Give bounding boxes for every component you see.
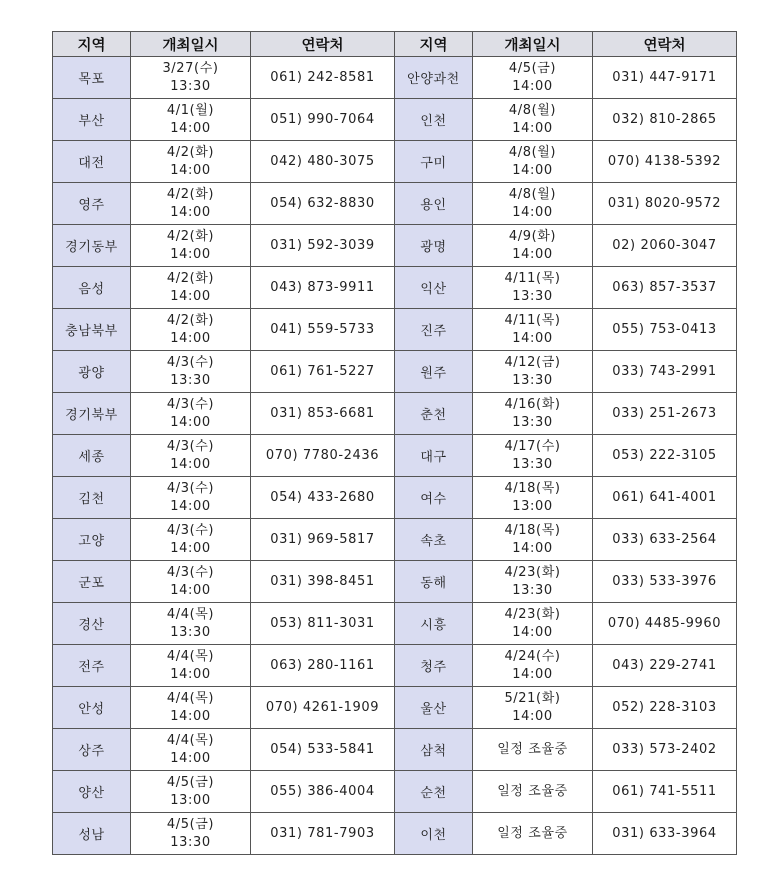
region-cell: 목포 [53,57,131,99]
contact-cell: 043) 873-9911 [251,267,395,309]
region-cell: 청주 [395,645,473,687]
event-date: 4/11(목) [504,312,561,328]
event-time: 14:00 [170,120,211,136]
date-cell [473,477,593,519]
contact-cell: 031) 781-7903 [251,813,395,855]
event-time: 13:30 [512,582,553,598]
contact-cell: 041) 559-5733 [251,309,395,351]
event-time: 13:30 [512,288,553,304]
date-cell [473,813,593,855]
column-header-region: 지역 [53,32,131,57]
event-date: 4/2(화) [166,144,215,160]
event-date: 4/5(금) [166,774,215,790]
event-time: 13:30 [170,78,211,94]
event-date: 4/1(월) [166,102,215,118]
region-cell: 경기북부 [53,393,131,435]
date-cell [473,183,593,225]
event-date: 4/18(목) [504,522,561,538]
contact-cell: 061) 741-5511 [593,771,737,813]
event-time: 14:00 [170,288,211,304]
event-date: 3/27(수) [162,60,219,76]
event-date: 4/11(목) [504,270,561,286]
table-row [53,309,737,351]
contact-cell: 061) 242-8581 [251,57,395,99]
table-row [53,729,737,771]
column-header-date: 개최일시 [131,32,251,57]
event-date: 4/2(화) [166,186,215,202]
table-row [53,645,737,687]
contact-cell: 031) 592-3039 [251,225,395,267]
table-row [53,771,737,813]
event-time: 14:00 [170,246,211,262]
event-date: 4/2(화) [166,270,215,286]
contact-cell: 033) 251-2673 [593,393,737,435]
contact-cell: 042) 480-3075 [251,141,395,183]
region-cell: 구미 [395,141,473,183]
region-cell: 대구 [395,435,473,477]
event-date: 4/24(수) [504,648,561,664]
date-cell [473,561,593,603]
region-cell: 성남 [53,813,131,855]
header-row [53,32,737,57]
table-row [53,687,737,729]
date-cell [131,225,251,267]
column-header-contact: 연락처 [593,32,737,57]
date-cell [473,519,593,561]
event-date: 4/9(화) [508,228,557,244]
date-cell [473,393,593,435]
date-cell [473,267,593,309]
date-cell [131,99,251,141]
contact-cell: 032) 810-2865 [593,99,737,141]
date-cell [473,225,593,267]
contact-cell: 031) 969-5817 [251,519,395,561]
event-time: 14:00 [512,666,553,682]
date-cell [131,729,251,771]
date-cell [473,351,593,393]
event-date: 4/4(목) [166,732,215,748]
event-time: 13:00 [512,498,553,514]
contact-cell: 070) 4261-1909 [251,687,395,729]
date-cell [131,57,251,99]
contact-cell: 051) 990-7064 [251,99,395,141]
table-row [53,519,737,561]
event-time: 14:00 [512,330,553,346]
event-date: 4/3(수) [166,522,215,538]
contact-cell: 063) 280-1161 [251,645,395,687]
contact-cell: 054) 533-5841 [251,729,395,771]
table-row [53,183,737,225]
region-cell: 순천 [395,771,473,813]
contact-cell: 070) 7780-2436 [251,435,395,477]
region-cell: 춘천 [395,393,473,435]
region-cell: 시흥 [395,603,473,645]
event-date: 4/3(수) [166,354,215,370]
date-cell [473,603,593,645]
event-time: 13:00 [170,792,211,808]
date-cell [131,183,251,225]
event-time: 14:00 [170,750,211,766]
event-time: 14:00 [512,78,553,94]
briefing-schedule-table [52,31,737,855]
date-cell [473,99,593,141]
region-cell: 군포 [53,561,131,603]
region-cell: 인천 [395,99,473,141]
table-row [53,267,737,309]
contact-cell: 055) 386-4004 [251,771,395,813]
event-date: 4/4(목) [166,606,215,622]
contact-cell: 063) 857-3537 [593,267,737,309]
region-cell: 안양과천 [395,57,473,99]
event-time: 13:30 [170,834,211,850]
event-time: 14:00 [512,120,553,136]
event-time: 14:00 [170,666,211,682]
table-row [53,225,737,267]
contact-cell: 031) 8020-9572 [593,183,737,225]
event-time: 13:30 [170,372,211,388]
date-cell [131,477,251,519]
table-row [53,141,737,183]
event-date: 4/8(월) [508,144,557,160]
region-cell: 삼척 [395,729,473,771]
region-cell: 진주 [395,309,473,351]
region-cell: 대전 [53,141,131,183]
contact-cell: 031) 447-9171 [593,57,737,99]
date-cell [131,141,251,183]
event-time: 14:00 [170,708,211,724]
table-row [53,99,737,141]
date-cell [473,435,593,477]
event-date: 4/8(월) [508,186,557,202]
event-date: 4/5(금) [166,816,215,832]
event-time: 14:00 [170,540,211,556]
table-row [53,603,737,645]
table-row [53,813,737,855]
region-cell: 음성 [53,267,131,309]
date-cell [473,729,593,771]
event-time: 14:00 [170,204,211,220]
date-cell [131,813,251,855]
event-date: 4/8(월) [508,102,557,118]
event-date: 일정 조율중 [497,741,568,757]
contact-cell: 053) 811-3031 [251,603,395,645]
event-time: 14:00 [512,708,553,724]
date-cell [131,645,251,687]
table-row [53,351,737,393]
contact-cell: 053) 222-3105 [593,435,737,477]
contact-cell: 031) 633-3964 [593,813,737,855]
contact-cell: 033) 633-2564 [593,519,737,561]
contact-cell: 054) 632-8830 [251,183,395,225]
region-cell: 경산 [53,603,131,645]
contact-cell: 061) 761-5227 [251,351,395,393]
region-cell: 상주 [53,729,131,771]
date-cell [473,771,593,813]
event-date: 4/23(화) [504,564,561,580]
event-time: 14:00 [170,330,211,346]
event-time: 14:00 [512,162,553,178]
contact-cell: 061) 641-4001 [593,477,737,519]
region-cell: 익산 [395,267,473,309]
region-cell: 세종 [53,435,131,477]
table-row [53,477,737,519]
contact-cell: 031) 853-6681 [251,393,395,435]
contact-cell: 02) 2060-3047 [593,225,737,267]
contact-cell: 070) 4485-9960 [593,603,737,645]
column-header-contact: 연락처 [251,32,395,57]
region-cell: 원주 [395,351,473,393]
event-time: 14:00 [170,456,211,472]
event-time: 14:00 [512,204,553,220]
region-cell: 김천 [53,477,131,519]
table-row [53,561,737,603]
date-cell [131,435,251,477]
event-date: 4/3(수) [166,480,215,496]
date-cell [473,645,593,687]
contact-cell: 033) 743-2991 [593,351,737,393]
date-cell [131,267,251,309]
region-cell: 여수 [395,477,473,519]
table-row [53,435,737,477]
event-date: 4/18(목) [504,480,561,496]
event-time: 14:00 [512,624,553,640]
event-date: 4/17(수) [504,438,561,454]
date-cell [473,687,593,729]
region-cell: 광명 [395,225,473,267]
event-time: 14:00 [170,582,211,598]
event-date: 일정 조율중 [497,783,568,799]
date-cell [473,141,593,183]
date-cell [131,603,251,645]
event-date: 4/2(화) [166,312,215,328]
region-cell: 안성 [53,687,131,729]
region-cell: 충남북부 [53,309,131,351]
event-time: 14:00 [512,540,553,556]
region-cell: 속초 [395,519,473,561]
date-cell [131,351,251,393]
date-cell [131,771,251,813]
region-cell: 동해 [395,561,473,603]
date-cell [131,309,251,351]
region-cell: 양산 [53,771,131,813]
event-date: 일정 조율중 [497,825,568,841]
date-cell [131,561,251,603]
column-header-region: 지역 [395,32,473,57]
contact-cell: 070) 4138-5392 [593,141,737,183]
event-time: 13:30 [512,372,553,388]
region-cell: 울산 [395,687,473,729]
event-date: 4/23(화) [504,606,561,622]
event-time: 13:30 [170,624,211,640]
date-cell [131,687,251,729]
region-cell: 부산 [53,99,131,141]
date-cell [473,57,593,99]
region-cell: 경기동부 [53,225,131,267]
region-cell: 전주 [53,645,131,687]
column-header-date: 개최일시 [473,32,593,57]
event-time: 14:00 [170,498,211,514]
region-cell: 용인 [395,183,473,225]
event-date: 4/16(화) [504,396,561,412]
event-time: 13:30 [512,414,553,430]
event-date: 4/4(목) [166,690,215,706]
event-date: 4/12(금) [504,354,561,370]
contact-cell: 052) 228-3103 [593,687,737,729]
event-date: 4/3(수) [166,438,215,454]
contact-cell: 054) 433-2680 [251,477,395,519]
table-row [53,57,737,99]
contact-cell: 033) 573-2402 [593,729,737,771]
region-cell: 고양 [53,519,131,561]
date-cell [473,309,593,351]
region-cell: 영주 [53,183,131,225]
date-cell [131,519,251,561]
event-time: 14:00 [512,246,553,262]
region-cell: 이천 [395,813,473,855]
contact-cell: 033) 533-3976 [593,561,737,603]
contact-cell: 031) 398-8451 [251,561,395,603]
contact-cell: 043) 229-2741 [593,645,737,687]
event-time: 13:30 [512,456,553,472]
contact-cell: 055) 753-0413 [593,309,737,351]
event-time: 14:00 [170,414,211,430]
date-cell [131,393,251,435]
event-date: 4/3(수) [166,396,215,412]
event-date: 5/21(화) [504,690,561,706]
event-date: 4/2(화) [166,228,215,244]
event-date: 4/5(금) [508,60,557,76]
event-time: 14:00 [170,162,211,178]
event-date: 4/4(목) [166,648,215,664]
event-date: 4/3(수) [166,564,215,580]
region-cell: 광양 [53,351,131,393]
table-row [53,393,737,435]
